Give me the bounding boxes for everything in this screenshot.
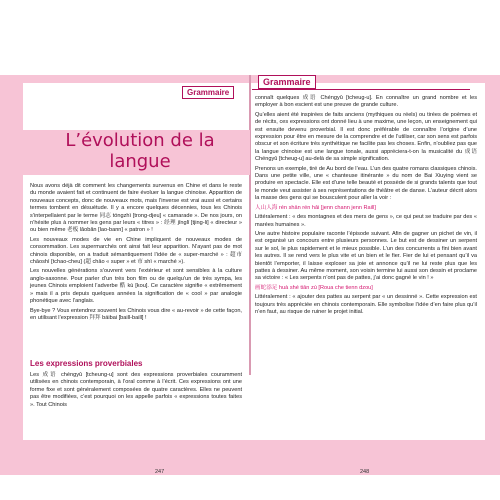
left-paragraph: Les nouvelles générations s’ouvrent vers l’extérieur et sont sensibles à la culture anglo-saxonne. Pour parler d’un très bon film ou de quelqu’un de très sympa, les jeunes Chinois emploient l’adverbe 酷 kù [kou]. Ce caractère signifie « extrêmement » mais il a pris depuis quelques années la signification de « cool » par analogie phonétique avec l’anglais. xyxy=(30,268,242,305)
page-number-right: 248 xyxy=(360,469,370,475)
left-paragraph: Nous avons déjà dit comment les changements survenus en Chine et dans le reste du monde avaient fait et continuent de faire évoluer la langue chinoise. Apparition de nouveaux concepts, donc de nouveaux mots, mais l’inverse est vrai aussi et certains termes tombent en désuétude. Il y a encore quelques décennies, tous les Chinois s’interpellaient par le terme 同志 tóngzhì [trong-djeu] « camarade ». De nos jours, on n’hésite plus à nommer les gens par leurs « titres » : 经理 jīnglǐ [tjing-li] « directeur » ou bien même 老板 lǎobǎn [lao-bann] « patron » ! xyxy=(30,183,242,234)
book-spine xyxy=(249,75,251,375)
expression-example: 画蛇添足 huà shé tiān zú [Roua che tienn dzou] xyxy=(255,284,373,291)
right-paragraph: Qu’elles aient été inspirées de faits anciens (mythiques ou réels) ou tirées de poèmes et de récits, ces expressions ont donné lieu à une maxime, une leçon, un enseignement qui est ensuite devenu proverbial. Il est donc préférable de connaître l’origine d’une expression pour être en mesure de la comprendre et de l’utiliser, car son sens est parfois obscur et son écriture très synthétique ne facilite pas les choses. Enfin, n’oubliez pas que la langue chinoise est une langue tonale, aussi appréciera-t-on la musicalité du 成语 Chéngyǔ [tcheug-u] au-delà de sa simple signification. xyxy=(255,111,477,163)
left-paragraph: Les 成语 chéngyǔ [tcheung-u] sont des expressions proverbiales couramment utilisées en chinois contemporain, à l’oral comme à l’écrit. Ces expressions ont une forme fixe et sont généralement composées de quatre caractères. Elles ne peuvent pas être modifiées, c’est pourquoi on les appelle parfois « expressions toutes faites ». Tout Chinois xyxy=(30,372,242,408)
right-paragraph: Littéralement : « des montagnes et des mers de gens », ce qui peut se traduire par des « marées humaines ». xyxy=(255,214,477,228)
section-tab-right: Grammaire xyxy=(258,75,316,89)
page-title: L’évolution de la langue xyxy=(65,130,215,172)
left-paragraph: Les nouveaux modes de vie en Chine impliquent de nouveaux modes de consommation. Les supermarchés ont ainsi fait leur apparition. N’ayant pas de mot chinois disponible, on a traduit sémantiquement l’idée de « super-marché » : 超市 chāoshì [tchao-cheu] (超 chāo « super » et 市 shì « marché »). xyxy=(30,236,242,266)
section-subheading: Les expressions proverbiales xyxy=(30,359,143,368)
right-paragraph: Prenons un exemple, tiré de Au bord de l’eau. L’un des quatre romans classiques chinois. Dans une petite ville, une « chanteuse itinérante » du nom de Bai Xiuying vient se produire en spectacle. Elle est d’une telle beauté et possède de si grands talents que tout le monde veut assister à ses représentations de théâtre et de danse. L’auteur décrit alors la masse des gens qui se bousculent pour aller la voir : xyxy=(255,165,477,202)
page-number-left: 247 xyxy=(155,469,165,475)
right-text-block xyxy=(255,95,477,318)
left-text-bottom xyxy=(30,372,242,411)
section-tab-left: Grammaire xyxy=(182,86,234,99)
left-paragraph: Bye-bye ? Vous entendrez souvent les Chinois vous dire « au-revoir » de cette façon, en utilisant l’expression 拜拜 báibai [baill-baill] ! xyxy=(30,307,242,321)
right-paragraph: Une autre histoire populaire raconte l’épisode suivant. Afin de gagner un pichet de vin, il est organisé un concours entre plusieurs personnes. Le but est de dessiner un serpent sur le sol, le plus rapidement et le mieux possible. L’un des concurrents a fini bien avant les autres. Il se rend vers le plus vite et un bien et le fier. Fier de lui et pensant qu’il va bientôt l’emporter, il laisse exploser sa joie et annonce qu’il ne lui reste plus que les pattes à dessiner. Au même moment, son voisin termine lui aussi son dessin et proclame sa victoire : « Les serpents n’ont pas de pattes, j’ai donc gagné le vin ! » xyxy=(255,230,477,282)
right-paragraph: Littéralement : « ajouter des pattes au serpent par « un dessinné ». Cette expression est toujours très appréciée en chinois contemporain. Elle symbolise l’idée d’en faire plus qu’il n’en faut, au risque de ruiner le projet initial. xyxy=(255,294,477,315)
expression-example: 人山人海 rén shān rén hǎi [jenn chann jenn Raill] xyxy=(255,204,376,211)
right-paragraph: connaît quelques 成语 Chéngyǔ [tcheug-u]. En connaître un grand nombre et les employer à bon escient est une preuve de grande culture. xyxy=(255,95,477,109)
tab-rule-right xyxy=(252,89,470,90)
left-text-block xyxy=(30,183,242,324)
